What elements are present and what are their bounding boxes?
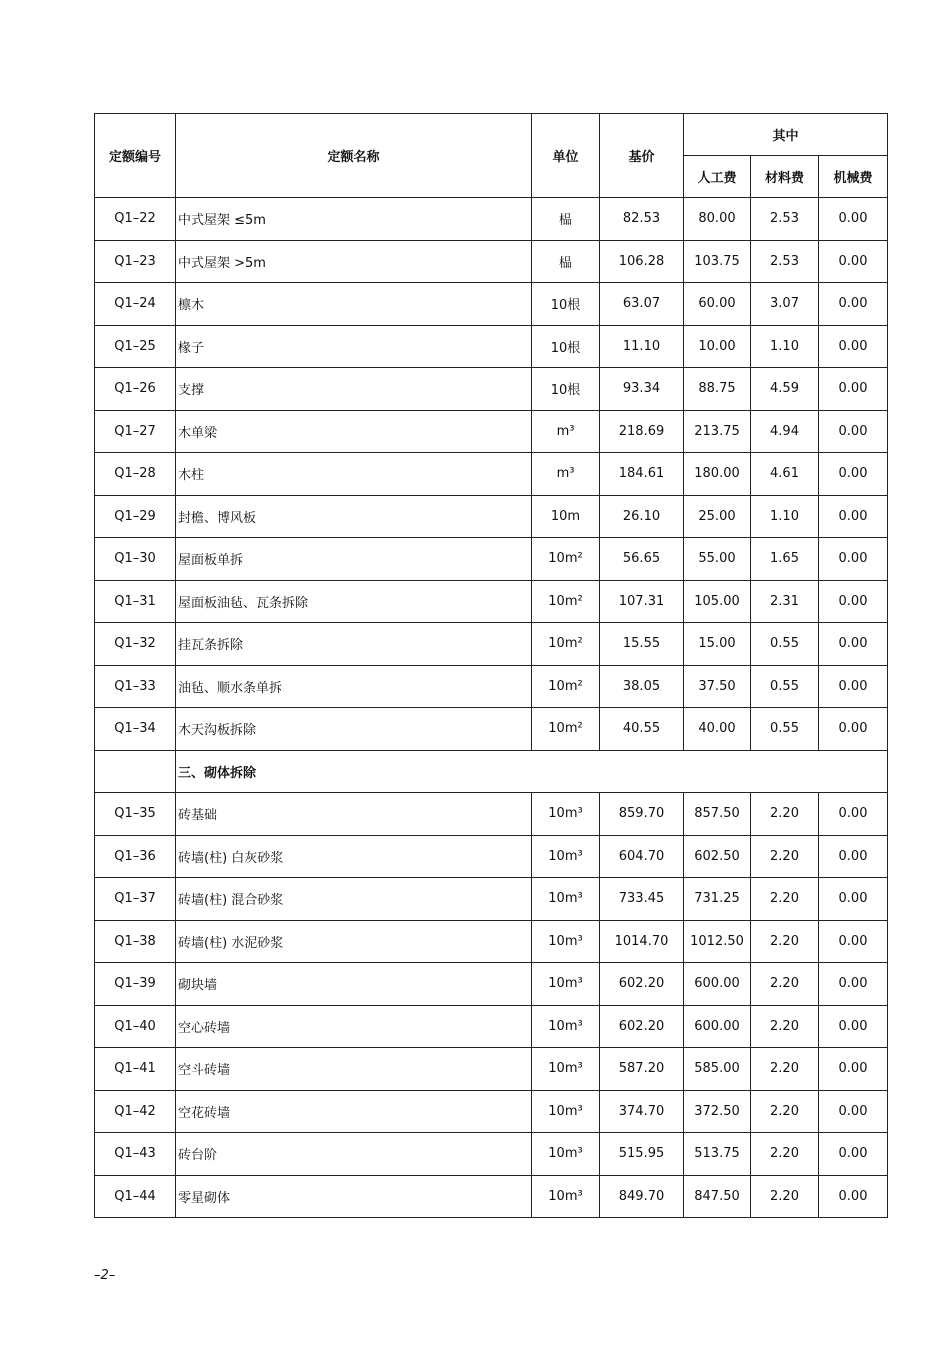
- cell-unit: 10m²: [532, 538, 600, 581]
- cell-material: 2.20: [751, 1005, 819, 1048]
- cell-unit: 10根: [532, 325, 600, 368]
- cell-code: Q1–31: [95, 580, 176, 623]
- cell-code: Q1–27: [95, 410, 176, 453]
- cell-machine: 0.00: [819, 368, 888, 411]
- cell-code: Q1–26: [95, 368, 176, 411]
- cell-machine: 0.00: [819, 920, 888, 963]
- cell-material: 2.20: [751, 1175, 819, 1218]
- cell-base-price: 82.53: [600, 198, 684, 241]
- cell-name: 中式屋架 >5m: [176, 240, 532, 283]
- cell-code: Q1–37: [95, 878, 176, 921]
- cell-name: 檩木: [176, 283, 532, 326]
- table-body-lower: [95, 793, 888, 1218]
- cell-machine: 0.00: [819, 538, 888, 581]
- cell-machine: 0.00: [819, 495, 888, 538]
- cell-machine: 0.00: [819, 240, 888, 283]
- cell-code: Q1–40: [95, 1005, 176, 1048]
- cell-unit: 10m²: [532, 580, 600, 623]
- cell-code: Q1–39: [95, 963, 176, 1006]
- table-row: [95, 1090, 888, 1133]
- cell-labor: 88.75: [684, 368, 751, 411]
- cell-name: 空心砖墙: [176, 1005, 532, 1048]
- table-row: [95, 1048, 888, 1091]
- cell-code: Q1–42: [95, 1090, 176, 1133]
- cell-base-price: 93.34: [600, 368, 684, 411]
- cell-unit: 10m³: [532, 1090, 600, 1133]
- cell-material: 2.20: [751, 835, 819, 878]
- cell-base-price: 107.31: [600, 580, 684, 623]
- cell-labor: 600.00: [684, 963, 751, 1006]
- cell-machine: 0.00: [819, 1005, 888, 1048]
- cell-material: 2.20: [751, 963, 819, 1006]
- section-row-group: [95, 750, 888, 793]
- table-row: [95, 198, 888, 241]
- cell-unit: 10m³: [532, 1133, 600, 1176]
- cell-machine: 0.00: [819, 1090, 888, 1133]
- cell-machine: 0.00: [819, 963, 888, 1006]
- cell-machine: 0.00: [819, 878, 888, 921]
- cell-base-price: 11.10: [600, 325, 684, 368]
- cell-code: Q1–36: [95, 835, 176, 878]
- cell-labor: 37.50: [684, 665, 751, 708]
- table-row: [95, 580, 888, 623]
- cell-name: 屋面板油毡、瓦条拆除: [176, 580, 532, 623]
- cell-code: Q1–38: [95, 920, 176, 963]
- cell-name: 椽子: [176, 325, 532, 368]
- cell-material: 2.20: [751, 1090, 819, 1133]
- cell-labor: 731.25: [684, 878, 751, 921]
- cell-code: Q1–43: [95, 1133, 176, 1176]
- cell-material: 2.53: [751, 240, 819, 283]
- cell-machine: 0.00: [819, 580, 888, 623]
- table-row: [95, 1005, 888, 1048]
- table-body-upper: [95, 198, 888, 751]
- cell-unit: 10m³: [532, 1005, 600, 1048]
- cell-unit: 10m³: [532, 878, 600, 921]
- cell-material: 2.20: [751, 920, 819, 963]
- cell-base-price: 40.55: [600, 708, 684, 751]
- header-machine: 机械费: [819, 156, 888, 198]
- quota-table: [94, 113, 888, 1218]
- cell-labor: 55.00: [684, 538, 751, 581]
- cell-unit: 10m³: [532, 793, 600, 836]
- header-labor: 人工费: [684, 156, 751, 198]
- cell-unit: 10m: [532, 495, 600, 538]
- cell-labor: 602.50: [684, 835, 751, 878]
- table-row: [95, 835, 888, 878]
- table-row: [95, 368, 888, 411]
- cell-name: 木单梁: [176, 410, 532, 453]
- section-row: [95, 750, 888, 793]
- table-header: [95, 114, 888, 198]
- cell-name: 屋面板单拆: [176, 538, 532, 581]
- cell-unit: 10根: [532, 283, 600, 326]
- cell-code: Q1–35: [95, 793, 176, 836]
- cell-base-price: 602.20: [600, 963, 684, 1006]
- cell-code: Q1–28: [95, 453, 176, 496]
- cell-material: 2.20: [751, 878, 819, 921]
- table-row: [95, 453, 888, 496]
- header-material: 材料费: [751, 156, 819, 198]
- cell-machine: 0.00: [819, 283, 888, 326]
- header-name: 定额名称: [176, 114, 532, 198]
- cell-material: 0.55: [751, 665, 819, 708]
- cell-material: 2.20: [751, 1048, 819, 1091]
- cell-name: 封檐、博风板: [176, 495, 532, 538]
- table-row: [95, 325, 888, 368]
- cell-machine: 0.00: [819, 325, 888, 368]
- cell-labor: 513.75: [684, 1133, 751, 1176]
- cell-name: 砌块墙: [176, 963, 532, 1006]
- cell-unit: 10m³: [532, 920, 600, 963]
- cell-labor: 40.00: [684, 708, 751, 751]
- cell-material: 2.31: [751, 580, 819, 623]
- cell-base-price: 849.70: [600, 1175, 684, 1218]
- cell-labor: 103.75: [684, 240, 751, 283]
- header-unit: 单位: [532, 114, 600, 198]
- cell-labor: 105.00: [684, 580, 751, 623]
- cell-labor: 80.00: [684, 198, 751, 241]
- cell-code: Q1–41: [95, 1048, 176, 1091]
- section-code-cell: [95, 750, 176, 793]
- cell-labor: 213.75: [684, 410, 751, 453]
- cell-unit: 10m³: [532, 963, 600, 1006]
- cell-material: 4.94: [751, 410, 819, 453]
- cell-name: 支撑: [176, 368, 532, 411]
- cell-unit: 10m³: [532, 1175, 600, 1218]
- cell-machine: 0.00: [819, 793, 888, 836]
- cell-name: 挂瓦条拆除: [176, 623, 532, 666]
- cell-unit: m³: [532, 410, 600, 453]
- cell-name: 砖台阶: [176, 1133, 532, 1176]
- cell-base-price: 515.95: [600, 1133, 684, 1176]
- cell-name: 零星砌体: [176, 1175, 532, 1218]
- table-row: [95, 963, 888, 1006]
- cell-base-price: 604.70: [600, 835, 684, 878]
- cell-labor: 60.00: [684, 283, 751, 326]
- table-row: [95, 1133, 888, 1176]
- table-row: [95, 1175, 888, 1218]
- cell-code: Q1–23: [95, 240, 176, 283]
- cell-unit: 10m³: [532, 1048, 600, 1091]
- cell-base-price: 218.69: [600, 410, 684, 453]
- cell-labor: 15.00: [684, 623, 751, 666]
- cell-machine: 0.00: [819, 835, 888, 878]
- cell-machine: 0.00: [819, 1175, 888, 1218]
- table-row: [95, 538, 888, 581]
- cell-machine: 0.00: [819, 198, 888, 241]
- cell-name: 砖墙(柱) 水泥砂浆: [176, 920, 532, 963]
- page-number: –2–: [94, 1268, 116, 1283]
- cell-code: Q1–30: [95, 538, 176, 581]
- cell-base-price: 15.55: [600, 623, 684, 666]
- cell-base-price: 587.20: [600, 1048, 684, 1091]
- cell-name: 空斗砖墙: [176, 1048, 532, 1091]
- cell-base-price: 733.45: [600, 878, 684, 921]
- cell-machine: 0.00: [819, 453, 888, 496]
- cell-name: 中式屋架 ≤5m: [176, 198, 532, 241]
- cell-material: 4.61: [751, 453, 819, 496]
- header-of-which: 其中: [684, 114, 888, 156]
- header-base-price: 基价: [600, 114, 684, 198]
- cell-unit: 10m²: [532, 623, 600, 666]
- table-row: [95, 283, 888, 326]
- cell-base-price: 56.65: [600, 538, 684, 581]
- cell-machine: 0.00: [819, 708, 888, 751]
- cell-unit: m³: [532, 453, 600, 496]
- header-code: 定额编号: [95, 114, 176, 198]
- cell-material: 1.65: [751, 538, 819, 581]
- cell-code: Q1–29: [95, 495, 176, 538]
- cell-labor: 585.00: [684, 1048, 751, 1091]
- cell-unit: 10根: [532, 368, 600, 411]
- cell-base-price: 859.70: [600, 793, 684, 836]
- cell-name: 油毡、顺水条单拆: [176, 665, 532, 708]
- cell-labor: 180.00: [684, 453, 751, 496]
- cell-name: 砖基础: [176, 793, 532, 836]
- cell-unit: 榀: [532, 240, 600, 283]
- cell-machine: 0.00: [819, 623, 888, 666]
- cell-unit: 10m³: [532, 835, 600, 878]
- cell-name: 砖墙(柱) 混合砂浆: [176, 878, 532, 921]
- cell-machine: 0.00: [819, 410, 888, 453]
- cell-base-price: 602.20: [600, 1005, 684, 1048]
- section-title: 三、砌体拆除: [176, 750, 888, 793]
- cell-code: Q1–22: [95, 198, 176, 241]
- cell-code: Q1–44: [95, 1175, 176, 1218]
- cell-code: Q1–34: [95, 708, 176, 751]
- cell-machine: 0.00: [819, 665, 888, 708]
- cell-base-price: 26.10: [600, 495, 684, 538]
- cell-base-price: 106.28: [600, 240, 684, 283]
- cell-base-price: 374.70: [600, 1090, 684, 1133]
- cell-material: 0.55: [751, 623, 819, 666]
- cell-code: Q1–25: [95, 325, 176, 368]
- cell-base-price: 184.61: [600, 453, 684, 496]
- cell-machine: 0.00: [819, 1133, 888, 1176]
- cell-material: 2.20: [751, 1133, 819, 1176]
- table-row: [95, 708, 888, 751]
- table-row: [95, 240, 888, 283]
- cell-labor: 1012.50: [684, 920, 751, 963]
- cell-base-price: 38.05: [600, 665, 684, 708]
- table-row: [95, 495, 888, 538]
- cell-material: 0.55: [751, 708, 819, 751]
- cell-unit: 10m²: [532, 665, 600, 708]
- table-row: [95, 623, 888, 666]
- table-row: [95, 793, 888, 836]
- cell-unit: 榀: [532, 198, 600, 241]
- cell-material: 1.10: [751, 495, 819, 538]
- cell-name: 木柱: [176, 453, 532, 496]
- cell-labor: 372.50: [684, 1090, 751, 1133]
- cell-name: 空花砖墙: [176, 1090, 532, 1133]
- cell-material: 3.07: [751, 283, 819, 326]
- cell-labor: 600.00: [684, 1005, 751, 1048]
- table-row: [95, 665, 888, 708]
- cell-unit: 10m²: [532, 708, 600, 751]
- cell-material: 2.20: [751, 793, 819, 836]
- cell-base-price: 63.07: [600, 283, 684, 326]
- cell-material: 2.53: [751, 198, 819, 241]
- cell-name: 木天沟板拆除: [176, 708, 532, 751]
- table-row: [95, 878, 888, 921]
- cell-material: 4.59: [751, 368, 819, 411]
- cell-machine: 0.00: [819, 1048, 888, 1091]
- cell-labor: 847.50: [684, 1175, 751, 1218]
- table-row: [95, 920, 888, 963]
- cell-name: 砖墙(柱) 白灰砂浆: [176, 835, 532, 878]
- table-row: [95, 410, 888, 453]
- cell-code: Q1–32: [95, 623, 176, 666]
- cell-material: 1.10: [751, 325, 819, 368]
- cell-code: Q1–33: [95, 665, 176, 708]
- cell-code: Q1–24: [95, 283, 176, 326]
- cell-labor: 857.50: [684, 793, 751, 836]
- cell-labor: 25.00: [684, 495, 751, 538]
- cell-labor: 10.00: [684, 325, 751, 368]
- cell-base-price: 1014.70: [600, 920, 684, 963]
